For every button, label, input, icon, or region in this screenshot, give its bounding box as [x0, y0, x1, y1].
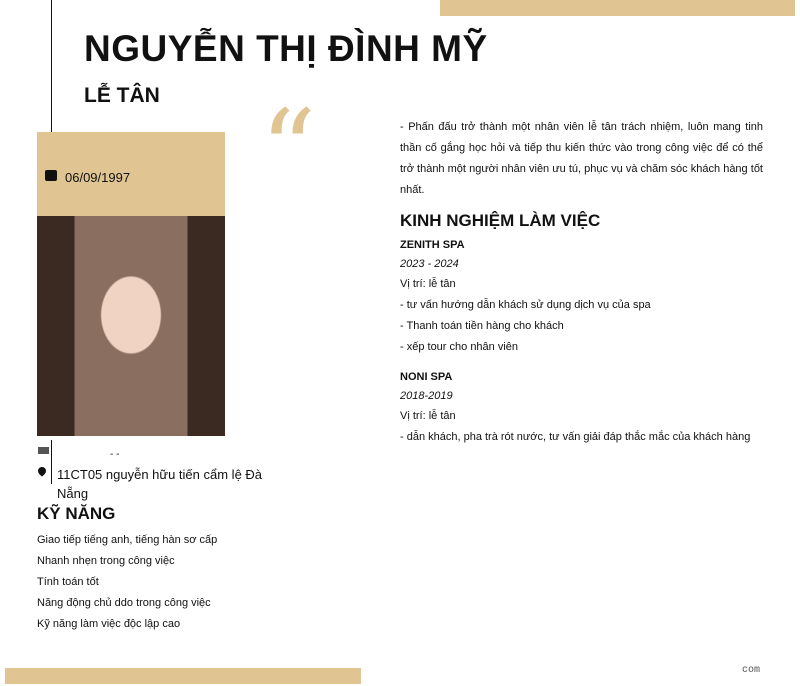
- experience-title: KINH NGHIỆM LÀM VIỆC: [400, 211, 601, 230]
- email[interactable]: - -: [110, 449, 120, 460]
- top-accent-bar: [440, 0, 795, 16]
- skill-item: Giao tiếp tiếng anh, tiếng hàn sơ cấp: [37, 534, 218, 546]
- objective-text: - Phấn đấu trở thành một nhân viên lễ tân trách nhiệm, luôn mang tinh thần cố gắng học hỏi và tiếp thu kiến thức vào trong công việc để có thể trở thành một người nhân viên ưu tú, phục vụ và chăm sóc khách hàng tốt nhất.: [400, 121, 763, 196]
- skill-item: Tính toán tốt: [37, 576, 99, 588]
- job-detail: - Thanh toán tiền hàng cho khách: [400, 320, 564, 332]
- quote-icon: “: [260, 86, 317, 214]
- job-period: 2018-2019: [400, 390, 453, 402]
- job-detail: Vị trí: lễ tân: [400, 278, 456, 290]
- job-detail: - xếp tour cho nhân viên: [400, 341, 519, 353]
- skill-item: Nhanh nhẹn trong công việc: [37, 555, 175, 567]
- objective: [400, 117, 763, 201]
- skill-item: Kỹ năng làm việc độc lập cao: [37, 618, 181, 630]
- bottom-accent-bar: [5, 668, 361, 684]
- job-detail: - dẫn khách, pha trà rót nước, tư vấn giải đáp thắc mắc của khách hàng: [400, 431, 751, 443]
- location-pin-icon: [36, 465, 47, 476]
- date-of-birth: 06/09/1997: [65, 170, 131, 185]
- divider-line: [51, 0, 52, 132]
- address: 11CT05 nguyễn hữu tiến cẩm lệ Đà Nẵng: [57, 467, 263, 501]
- email-icon: [38, 447, 49, 454]
- info-box: [37, 132, 225, 216]
- job-title: LỄ TÂN: [84, 84, 160, 107]
- profile-photo: [37, 216, 225, 436]
- calendar-icon: [45, 170, 57, 181]
- company-name: ZENITH SPA: [400, 239, 465, 251]
- company-name: NONI SPA: [400, 371, 453, 383]
- skill-item: Năng động chủ ddo trong công việc: [37, 597, 211, 609]
- skills-title: KỸ NĂNG: [37, 504, 116, 523]
- experience-section: [400, 211, 763, 448]
- job-period: 2023 - 2024: [400, 258, 459, 270]
- footer-text: com: [742, 665, 761, 676]
- skills-section: [37, 503, 217, 635]
- job-detail: - tư vấn hướng dẫn khách sử dụng dịch vụ của spa: [400, 299, 651, 311]
- candidate-name: NGUYỄN THỊ ĐÌNH MỸ: [84, 28, 488, 69]
- divider-line: [51, 440, 52, 484]
- job-detail: Vị trí: lễ tân: [400, 410, 456, 422]
